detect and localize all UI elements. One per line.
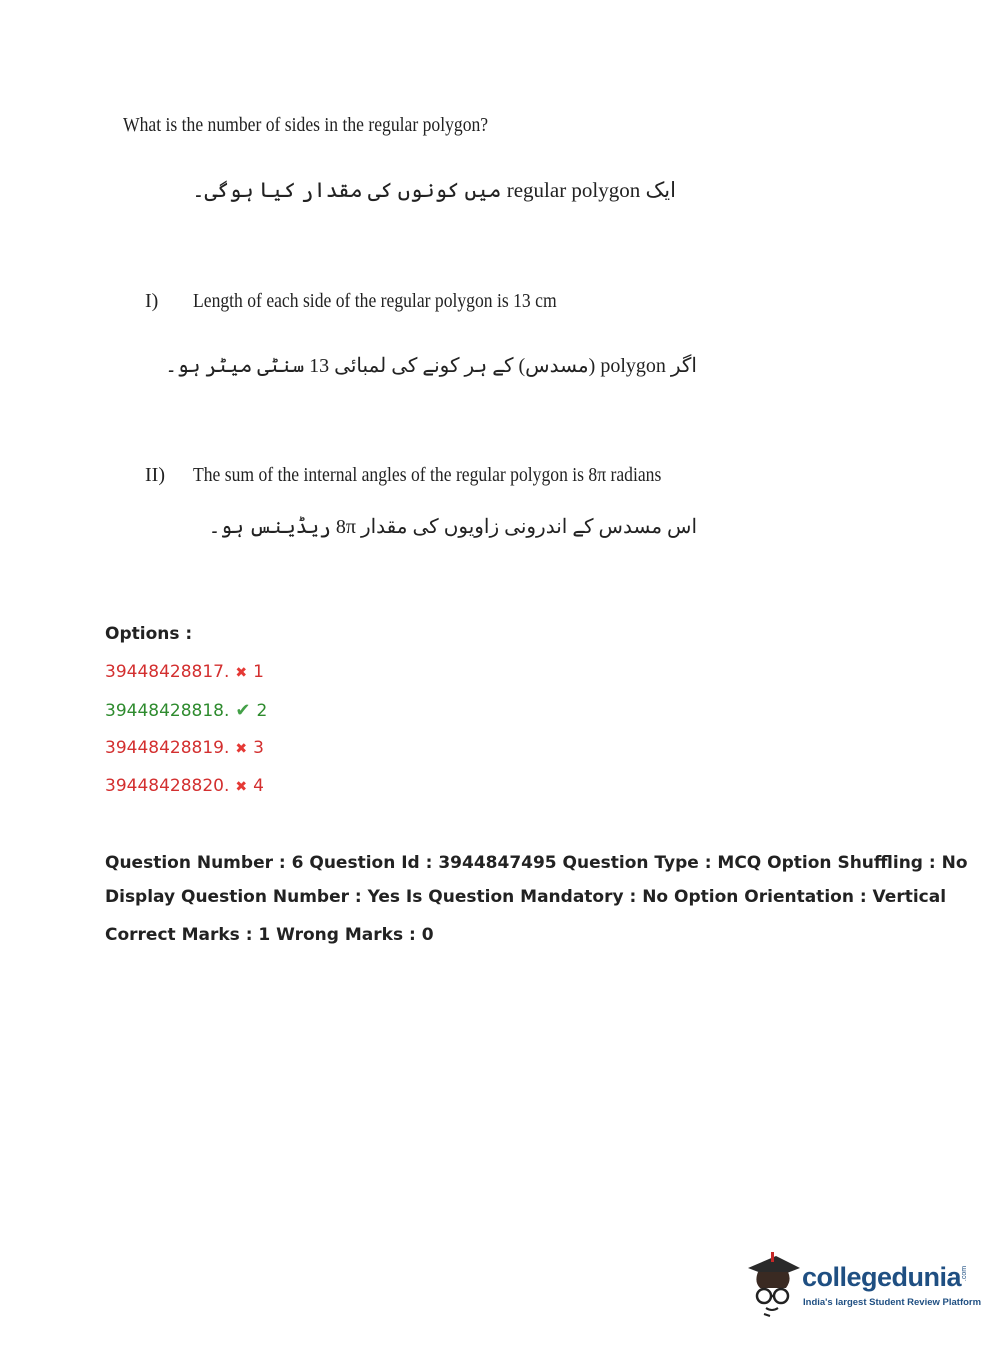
statement-1-numeral: I)	[145, 290, 159, 312]
option-2	[105, 700, 267, 721]
option-value: 4	[253, 776, 264, 796]
statement-2-english: The sum of the internal angles of the regular polygon is 8π radians	[193, 464, 662, 486]
question-meta-line-1: Question Number : 6 Question Id : 3944847495 Question Type : MCQ Option Shuffling : No	[105, 853, 968, 873]
option-value: 1	[253, 662, 264, 682]
question-english: What is the number of sides in the regular polygon?	[123, 114, 489, 136]
option-id: 39448428817.	[105, 662, 230, 682]
collegedunia-logo	[742, 1248, 982, 1318]
cross-icon: ✖	[235, 665, 248, 681]
question-meta-line-2: Display Question Number : Yes Is Question Mandatory : No Option Orientation : Vertical	[105, 887, 947, 907]
logo-name: collegedunia	[802, 1262, 962, 1292]
option-id: 39448428819.	[105, 738, 230, 758]
option-value: 2	[256, 701, 268, 721]
options-heading: Options :	[105, 624, 193, 644]
question-urdu: ایک regular polygon میں کونوں کی مقدار کیا ہوگی۔	[192, 178, 676, 202]
cross-icon: ✖	[235, 741, 248, 757]
checkmark-icon: ✔	[235, 700, 251, 721]
option-1	[105, 662, 264, 682]
cross-icon: ✖	[235, 779, 248, 795]
statement-1-english: Length of each side of the regular polygon is 13 cm	[193, 290, 557, 312]
option-3	[105, 738, 264, 758]
logo-tagline: India's largest Student Review Platform	[803, 1297, 982, 1308]
statement-2-numeral: II)	[145, 464, 165, 486]
logo-suffix: .com	[961, 1265, 969, 1282]
option-id: 39448428818.	[105, 701, 230, 721]
statement-2-urdu: اس مسدس کے اندرونی زاویوں کی مقدار 8π ریڈینس ہو۔	[208, 516, 697, 538]
question-meta-line-3: Correct Marks : 1 Wrong Marks : 0	[105, 925, 434, 945]
mascot-graduation-cap-icon	[742, 1248, 802, 1318]
option-4	[105, 776, 264, 796]
statement-1-urdu: اگر polygon (مسدس) کے ہر کونے کی لمبائی 13 سنٹی میٹر ہو۔	[165, 355, 697, 377]
option-id: 39448428820.	[105, 776, 230, 796]
option-value: 3	[253, 738, 264, 758]
